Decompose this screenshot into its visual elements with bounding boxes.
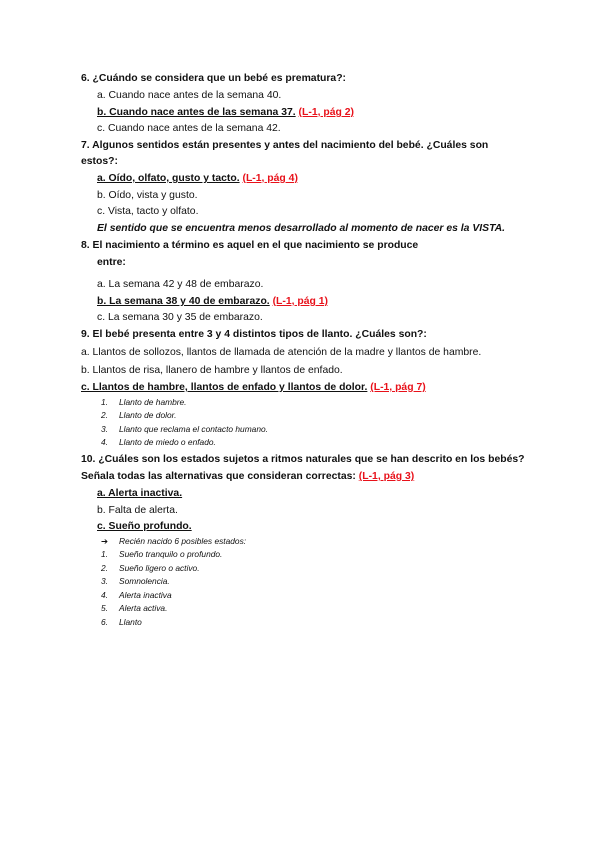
q9-option-b: b. Llantos de risa, llanero de hambre y llantos de enfado. (81, 365, 343, 376)
list-number: 3. (101, 576, 108, 586)
list-text: Llanto de miedo o enfado. (119, 437, 216, 447)
q9-option-c: c. Llantos de hambre, llantos de enfado y llantos de dolor. (81, 382, 368, 393)
q6-option-b: b. Cuando nace antes de las semana 37. (97, 107, 296, 118)
q8-option-b-reference: (L-1, pág 1) (272, 296, 328, 307)
list-number: 6. (101, 617, 108, 627)
list-item (101, 590, 172, 601)
list-number: 2. (101, 410, 108, 420)
q8-option-b: b. La semana 38 y 40 de embarazo. (97, 296, 270, 307)
q10-question-line2-row (81, 470, 414, 483)
list-text: Somnolencia. (119, 576, 170, 586)
list-number: 3. (101, 424, 108, 434)
list-number: 1. (101, 397, 108, 407)
q10-reference: (L-1, pág 3) (358, 471, 415, 482)
list-text: Llanto que reclama el contacto humano. (119, 424, 268, 434)
q10-question-line2: Señala todas las alternativas que consideran correctas: (81, 471, 356, 482)
list-item (101, 437, 216, 448)
q10-arrow-item (101, 536, 246, 547)
q9-option-a: a. Llantos de sollozos, llantos de llamada de atención de la madre y llantos de hambre. (81, 347, 482, 358)
q7-question-line1: 7. Algunos sentidos están presentes y antes del nacimiento del bebé. ¿Cuáles son (81, 140, 489, 151)
q9-option-c-reference: (L-1, pág 7) (370, 382, 426, 393)
q10-option-c: c. Sueño profundo. (97, 521, 192, 532)
list-item (101, 603, 167, 614)
q7-note: El sentido que se encuentra menos desarrollado al momento de nacer es la VISTA. (97, 223, 506, 234)
q6-option-c: c. Cuando nace antes de la semana 42. (97, 123, 281, 134)
arrow-right-icon: ➔ (101, 536, 109, 546)
q7-question-line2: estos?: (81, 156, 118, 167)
q7-option-a-reference: (L-1, pág 4) (242, 173, 298, 184)
q8-question-line2: entre: (97, 257, 126, 268)
q6-option-a: a. Cuando nace antes de la semana 40. (97, 90, 282, 101)
q6-option-b-reference: (L-1, pág 2) (298, 107, 354, 118)
list-item (101, 424, 268, 435)
q9-option-c-line (81, 381, 426, 394)
list-number: 4. (101, 590, 108, 600)
q10-option-b: b. Falta de alerta. (97, 505, 178, 516)
list-item (101, 617, 142, 628)
q7-option-b: b. Oído, vista y gusto. (97, 190, 198, 201)
list-text: Alerta inactiva (119, 590, 172, 600)
q7-option-c: c. Vista, tacto y olfato. (97, 206, 199, 217)
list-text: Alerta activa. (119, 603, 168, 613)
list-text: Llanto de dolor. (119, 410, 177, 420)
q10-arrow-text: Recién nacido 6 posibles estados: (119, 536, 247, 546)
q10-question-line1: 10. ¿Cuáles son los estados sujetos a ritmos naturales que se han descrito en los bebés? (81, 454, 525, 465)
list-item (101, 397, 187, 408)
list-number: 5. (101, 603, 108, 613)
list-item (101, 576, 170, 587)
q6-question: 6. ¿Cuándo se considera que un bebé es prematura?: (81, 73, 347, 84)
q8-option-a: a. La semana 42 y 48 de embarazo. (97, 279, 264, 290)
q8-option-c: c. La semana 30 y 35 de embarazo. (97, 312, 263, 323)
q9-question: 9. El bebé presenta entre 3 y 4 distintos tipos de llanto. ¿Cuáles son?: (81, 329, 427, 340)
q7-option-a: a. Oído, olfato, gusto y tacto. (97, 173, 240, 184)
list-number: 4. (101, 437, 108, 447)
q7-option-a-line (97, 172, 298, 185)
list-text: Llanto de hambre. (119, 397, 187, 407)
q8-option-b-line (97, 295, 328, 308)
list-text: Llanto (119, 617, 142, 627)
list-item (101, 549, 222, 560)
list-text: Sueño ligero o activo. (119, 563, 200, 573)
list-item (101, 410, 176, 421)
list-number: 2. (101, 563, 108, 573)
q10-option-a: a. Alerta inactiva. (97, 488, 183, 499)
q6-option-b-line (97, 106, 354, 119)
list-item (101, 563, 200, 574)
list-text: Sueño tranquilo o profundo. (119, 549, 223, 559)
list-number: 1. (101, 549, 108, 559)
q8-question-line1: 8. El nacimiento a término es aquel en el que nacimiento se produce (81, 240, 419, 251)
